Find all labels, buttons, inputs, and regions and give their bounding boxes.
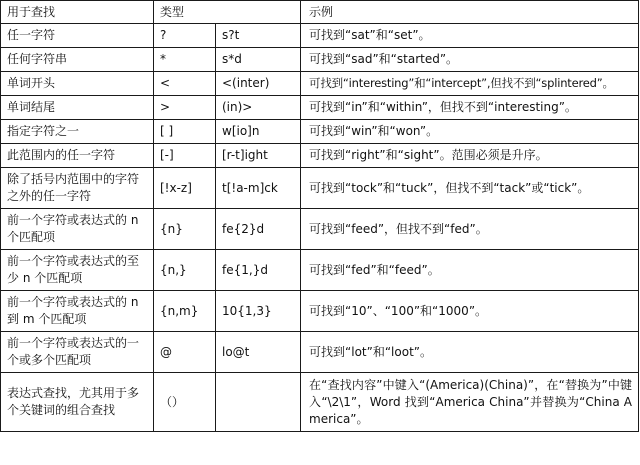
cell-example: 可找到“interesting”和“intercept”,但找不到“splintered”。 bbox=[301, 72, 639, 96]
cell-example: 可找到“win”和“won”。 bbox=[301, 120, 639, 144]
cell-value: fe{1,}d bbox=[216, 250, 301, 291]
cell-example: 可找到“tock”和“tuck”，但找不到“tack”或“tick”。 bbox=[301, 168, 639, 209]
cell-value: [r-t]ight bbox=[216, 144, 301, 168]
cell-value: <(inter) bbox=[216, 72, 301, 96]
cell-pattern: {n} bbox=[154, 209, 216, 250]
table-row bbox=[1, 72, 639, 96]
cell-pattern: [-] bbox=[154, 144, 216, 168]
cell-pattern: @ bbox=[154, 332, 216, 373]
table-row bbox=[1, 373, 639, 432]
cell-pattern: {n,m} bbox=[154, 291, 216, 332]
table-row bbox=[1, 144, 639, 168]
cell-example: 可找到“sad”和“started”。 bbox=[301, 48, 639, 72]
table-row bbox=[1, 291, 639, 332]
cell-pattern: ? bbox=[154, 24, 216, 48]
cell-example: 可找到“fed”和“feed”。 bbox=[301, 250, 639, 291]
cell-pattern: {n,} bbox=[154, 250, 216, 291]
table-header-row bbox=[1, 1, 639, 24]
cell-value bbox=[216, 373, 301, 432]
cell-example: 可找到“10”、“100”和“1000”。 bbox=[301, 291, 639, 332]
cell-example: 可找到“right”和“sight”。范围必须是升序。 bbox=[301, 144, 639, 168]
cell-value: (in)> bbox=[216, 96, 301, 120]
cell-value: fe{2}d bbox=[216, 209, 301, 250]
cell-purpose: 除了括号内范围中的字符之外的任一字符 bbox=[1, 168, 154, 209]
cell-pattern: < bbox=[154, 72, 216, 96]
cell-value: lo@t bbox=[216, 332, 301, 373]
cell-example: 可找到“lot”和“loot”。 bbox=[301, 332, 639, 373]
table-row bbox=[1, 96, 639, 120]
table-row bbox=[1, 168, 639, 209]
cell-value: s?t bbox=[216, 24, 301, 48]
cell-purpose: 前一个字符或表达式的至少 n 个匹配项 bbox=[1, 250, 154, 291]
header-type: 类型 bbox=[154, 1, 301, 24]
cell-pattern: > bbox=[154, 96, 216, 120]
table-row bbox=[1, 209, 639, 250]
cell-example: 可找到“feed”，但找不到“fed”。 bbox=[301, 209, 639, 250]
table-row bbox=[1, 48, 639, 72]
cell-purpose: 指定字符之一 bbox=[1, 120, 154, 144]
cell-purpose: 任何字符串 bbox=[1, 48, 154, 72]
cell-example: 可找到“in”和“within”，但找不到“interesting”。 bbox=[301, 96, 639, 120]
cell-value: w[io]n bbox=[216, 120, 301, 144]
cell-pattern: * bbox=[154, 48, 216, 72]
cell-pattern: [ ] bbox=[154, 120, 216, 144]
cell-value: 10{1,3} bbox=[216, 291, 301, 332]
cell-pattern: [!x-z] bbox=[154, 168, 216, 209]
cell-purpose: 任一字符 bbox=[1, 24, 154, 48]
table-row bbox=[1, 332, 639, 373]
cell-purpose: 单词结尾 bbox=[1, 96, 154, 120]
cell-value: s*d bbox=[216, 48, 301, 72]
cell-purpose: 表达式查找，尤其用于多个关键词的组合查找 bbox=[1, 373, 154, 432]
table-row bbox=[1, 120, 639, 144]
cell-purpose: 前一个字符或表达式的 n 到 m 个匹配项 bbox=[1, 291, 154, 332]
table-row bbox=[1, 250, 639, 291]
cell-pattern: （） bbox=[154, 373, 216, 432]
cell-example: 在“查找内容”中键入“(America)(China)”，在“替换为”中键入“\2\1”，Word 找到“America China”并替换为“China America”。 bbox=[301, 373, 639, 432]
cell-purpose: 单词开头 bbox=[1, 72, 154, 96]
header-example: 示例 bbox=[301, 1, 639, 24]
cell-purpose: 前一个字符或表达式的一个或多个匹配项 bbox=[1, 332, 154, 373]
header-purpose: 用于查找 bbox=[1, 1, 154, 24]
cell-purpose: 前一个字符或表达式的 n 个匹配项 bbox=[1, 209, 154, 250]
cell-example: 可找到“sat”和“set”。 bbox=[301, 24, 639, 48]
cell-value: t[!a-m]ck bbox=[216, 168, 301, 209]
cell-purpose: 此范围内的任一字符 bbox=[1, 144, 154, 168]
table-row bbox=[1, 24, 639, 48]
